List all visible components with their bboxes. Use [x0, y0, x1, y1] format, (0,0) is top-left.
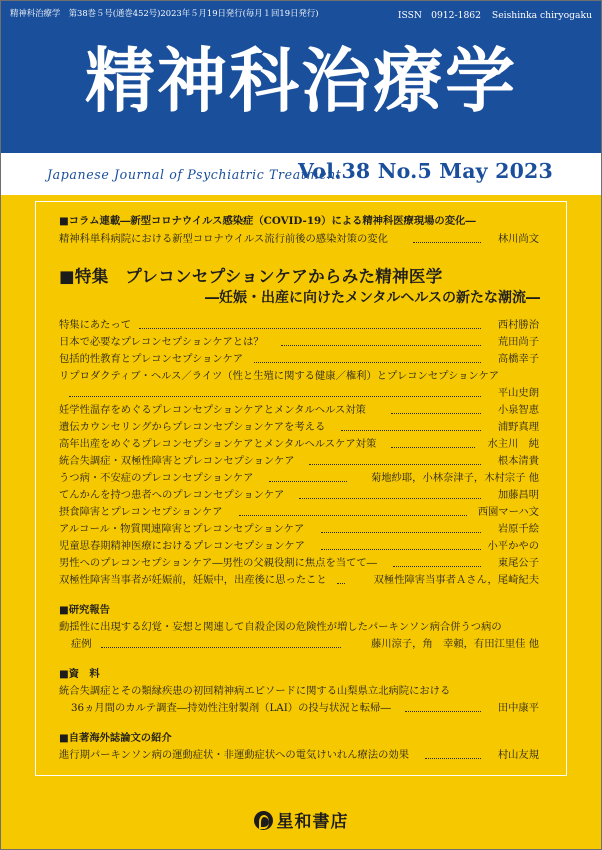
toc-title: 高年出産をめぐるプレコンセプションケアとメンタルヘルスケア対策 — [59, 438, 377, 450]
issue-meta: 精神科治療学 第38巻５号(通巻452号)2023年５月19日発行(毎月１回19日発行) — [10, 8, 319, 18]
seiwa-logo-icon — [254, 811, 273, 830]
toc-title: 精神科単科病院における新型コロナウイルス流行前後の感染対策の変化 — [59, 233, 388, 245]
leader-dots — [69, 382, 481, 397]
toc-author: 根本清貴 — [497, 455, 539, 467]
toc-title: 双極性障害当事者が妊娠前，妊娠中，出産後に思ったこと — [59, 574, 327, 586]
toc-author: 小泉智恵 — [497, 404, 539, 416]
issn-block — [390, 7, 592, 21]
table-of-contents — [35, 201, 567, 776]
toc-author: 水主川 純 — [487, 438, 539, 450]
toc-title: リプロダクティブ・ヘルス／ライツ（性と生殖に関する健康／権利）とプレコンセプションケア — [59, 370, 500, 382]
leader-dots — [299, 484, 481, 499]
publisher-name: 星和書店 — [276, 812, 349, 832]
leader-dots — [391, 433, 475, 448]
feature-title: ■特集 プレコンセプションケアからみた精神医学 — [59, 267, 443, 286]
toc-author: 小平かやの — [487, 540, 539, 552]
leader-dots — [321, 518, 481, 533]
toc-title: 男性へのプレコンセプションケア―男性の父親役割に焦点を当てて― — [59, 557, 377, 569]
material-heading-text: ■資 料 — [59, 668, 100, 680]
toc-title: 児童思春期精神医療におけるプレコンセプションケア — [59, 540, 305, 552]
toc-title: 特集にあたって — [59, 319, 132, 331]
toc-title: 統合失調症とその類縁疾患の初回精神病エピソードに関する山梨県立北病院における — [59, 685, 451, 697]
romaji-title: Seishinka chiryogaku — [491, 10, 592, 21]
header-band — [1, 1, 601, 153]
toc-author: 東尾公子 — [497, 557, 539, 569]
toc-author: 西村勝治 — [497, 319, 539, 331]
leader-dots — [239, 501, 467, 516]
leader-dots — [101, 633, 341, 648]
leader-dots — [393, 552, 481, 567]
toc-author: 西園マーハ文 — [477, 506, 539, 518]
serial-heading-text: ■コラム連載―新型コロナウイルス感染症（COVID-19）による精神科医療現場の変化― — [59, 215, 476, 227]
subtitle-band — [1, 153, 601, 195]
leader-dots — [413, 228, 481, 243]
toc-author: 村山友規 — [497, 749, 539, 761]
publisher — [1, 807, 601, 832]
toc-author: 双極性障害当事者Ａさん，尾崎紀夫 — [373, 574, 539, 586]
leader-dots — [425, 744, 481, 759]
toc-title: 日本で必要なプレコンセプションケアとは？ — [59, 336, 264, 348]
toc-author: 平山史朗 — [497, 387, 539, 399]
leader-dots — [254, 348, 481, 363]
feature-subtitle: ―妊娠・出産に向けたメンタルヘルスの新たな潮流― — [204, 290, 540, 306]
toc-title: 動揺性に出現する幻覚・妄想と関連して自殺企図の危険性が増したパーキンソン病合併うつ病の — [59, 621, 502, 633]
leader-dots — [309, 450, 481, 465]
toc-author: 加藤昌明 — [497, 489, 539, 501]
toc-title: 36ヵ月間のカルテ調査―持効性注射製剤（LAI）の投与状況と転帰― — [71, 702, 391, 714]
leader-dots — [281, 331, 481, 346]
overseas-heading-text: ■自著海外誌論文の紹介 — [59, 732, 172, 744]
research-heading-text: ■研究報告 — [59, 604, 110, 616]
leader-dots — [321, 535, 481, 550]
toc-title: 進行期パーキンソン病の運動症状・非運動症状への電気けいれん療法の効果 — [59, 749, 409, 761]
leader-dots — [337, 569, 345, 584]
toc-title: 摂食障害とプレコンセプションケア — [59, 506, 223, 518]
toc-author: 藤川涼子，角 幸頼，有田江里佳 他 — [370, 638, 539, 650]
toc-author: 浦野真理 — [497, 421, 539, 433]
toc-author: 菊地紗耶，小林奈津子，木村宗子 他 — [370, 472, 539, 484]
toc-title: 症例 — [71, 638, 92, 650]
toc-author: 高橋幸子 — [497, 353, 539, 365]
leader-dots — [269, 467, 347, 482]
issn: ISSN 0912-1862 — [397, 10, 481, 21]
toc-author: 林川尚文 — [497, 233, 539, 245]
leader-dots — [405, 697, 481, 712]
journal-english-title: Japanese Journal of Psychiatric Treatment — [47, 167, 342, 182]
toc-title: 統合失調症・双極性障害とプレコンセプションケア — [59, 455, 295, 467]
toc-title: 遺伝カウンセリングからプレコンセプションケアを考える — [59, 421, 326, 433]
leader-dots — [139, 314, 481, 329]
leader-dots — [391, 399, 481, 414]
leader-dots — [341, 416, 481, 431]
journal-title: 精神科治療学 — [85, 40, 517, 122]
toc-title: てんかんを持つ患者へのプレコンセプションケア — [59, 489, 285, 501]
toc-title: アルコール・物質関連障害とプレコンセプションケア — [59, 523, 305, 535]
issue-number: Vol.38 No.5 May 2023 — [298, 159, 553, 183]
toc-author: 岩原千絵 — [497, 523, 539, 535]
toc-title: うつ病・不安症のプレコンセプションケア — [59, 472, 254, 484]
toc-title: 妊学性温存をめぐるプレコンセプションケアとメンタルヘルス対策 — [59, 404, 366, 416]
toc-author: 田中康平 — [497, 702, 539, 714]
toc-title: 包括的性教育とプレコンセプションケア — [59, 353, 244, 365]
toc-author: 荒田尚子 — [497, 336, 539, 348]
